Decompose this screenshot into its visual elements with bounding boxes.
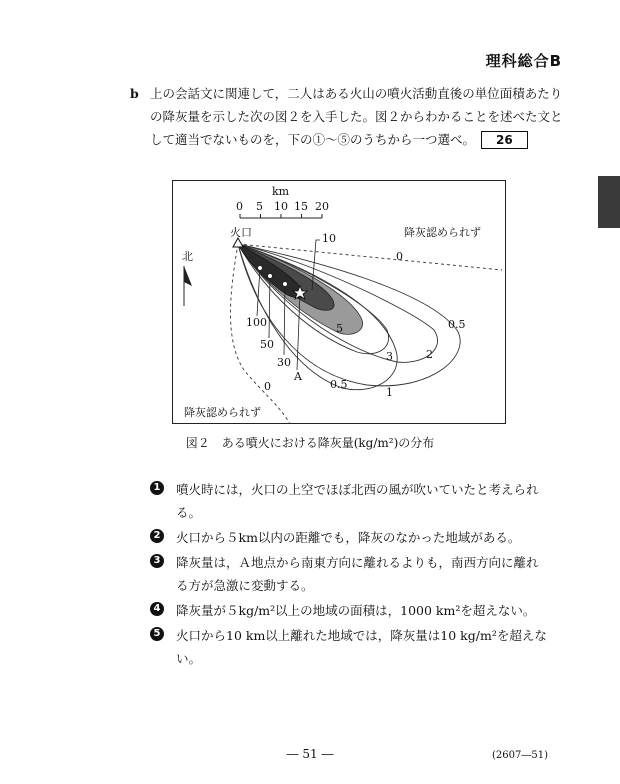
scale-unit: km <box>272 185 290 198</box>
scale-tick-20: 20 <box>315 200 329 213</box>
choice-text: 火口から５km以内の距離でも，降灰のなかった地域がある。 <box>176 530 521 545</box>
side-index-tab <box>598 176 620 228</box>
question-text: 上の会話文に関連して，二人はある火山の噴火活動直後の単位面積あたりの降灰量を示した次の図２を入手した。図２からわかることを述べた文として適当でないものを，下の①～⑤のうちから一つ選べ。 <box>150 86 563 147</box>
scale-tick-10: 10 <box>274 200 288 213</box>
figure-caption: 図２ ある噴火における降灰量(kg/m²)の分布 <box>185 436 435 450</box>
choice-3[interactable] <box>150 551 550 597</box>
contour-label-3: 3 <box>386 350 393 363</box>
choice-text: 噴火時には，火口の上空でほぼ北西の風が吹いていたと考えられる。 <box>176 482 539 520</box>
contour-label-30: 30 <box>277 356 291 369</box>
choice-2[interactable] <box>150 526 550 549</box>
subject-header: 理科総合B <box>485 52 562 70</box>
contour-label-100: 100 <box>246 316 267 329</box>
answer-box-26[interactable]: 26 <box>481 131 528 149</box>
contour-label-10: 10 <box>322 232 336 245</box>
choice-number: 5 <box>150 627 164 641</box>
contour-label-0: 0 <box>396 250 403 263</box>
north-label: 北 <box>182 250 193 263</box>
choice-text: 降灰量は，Ａ地点から南東方向に離れるよりも，南西方向に離れる方が急激に変動する。 <box>176 555 539 593</box>
choice-4[interactable] <box>150 599 550 622</box>
volcano-label: 火口 <box>230 226 252 239</box>
contour-label-5: 5 <box>336 322 343 335</box>
point-a-label: A <box>294 370 302 383</box>
question-label: b <box>130 86 139 101</box>
choice-text: 降灰量が５kg/m²以上の地域の面積は，1000 km²を超えない。 <box>176 603 536 618</box>
choice-number: 3 <box>150 554 164 568</box>
choice-number: 4 <box>150 602 164 616</box>
no-ash-label-top: 降灰認められず <box>404 226 481 239</box>
choice-list <box>150 478 550 672</box>
contour-label-50: 50 <box>260 338 274 351</box>
contour-label-2: 2 <box>426 348 433 361</box>
choice-text: 火口から10 km以上離れた地域では，降灰量は10 kg/m²を超えない。 <box>176 628 547 666</box>
scale-tick-5: 5 <box>256 200 263 213</box>
contour-label-0-5-right: 0.5 <box>448 318 466 331</box>
choice-number: 2 <box>150 529 164 543</box>
scale-tick-0: 0 <box>236 200 243 213</box>
contour-label-0-bottom: 0 <box>264 380 271 393</box>
ash-distribution-figure <box>172 180 506 424</box>
contour-label-1: 1 <box>386 386 393 399</box>
page-number: ― 51 ― <box>286 747 334 761</box>
choice-1[interactable] <box>150 478 550 524</box>
scale-tick-15: 15 <box>294 200 308 213</box>
choice-number: 1 <box>150 481 164 495</box>
contour-label-0-5-bottom: 0.5 <box>330 378 348 391</box>
page-code: (2607―51) <box>492 750 548 761</box>
no-ash-label-bottom: 降灰認められず <box>184 406 261 419</box>
question-b <box>130 82 570 151</box>
choice-5[interactable] <box>150 624 550 670</box>
